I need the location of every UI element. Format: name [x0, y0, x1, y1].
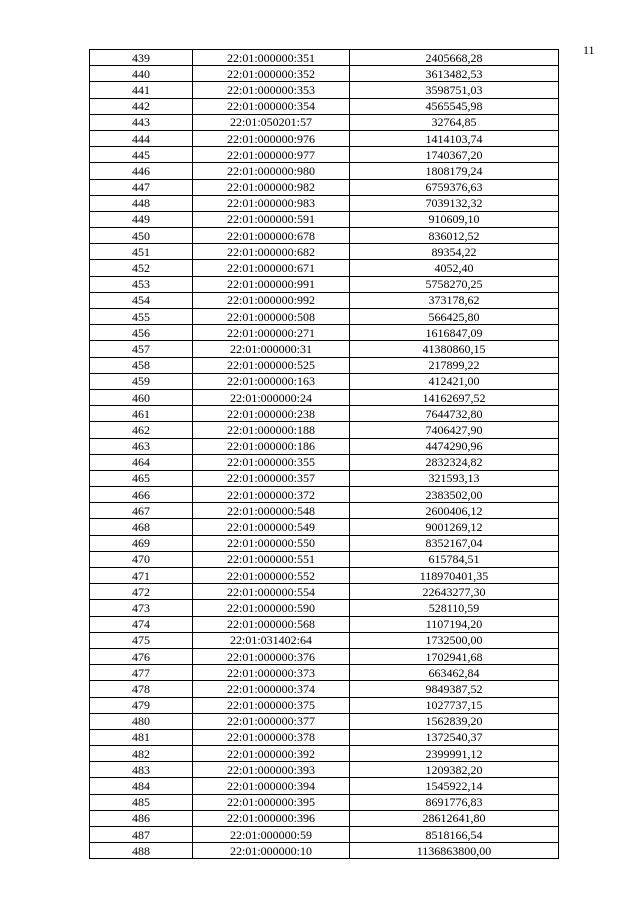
row-number-cell: 488 — [90, 843, 193, 859]
table-row — [90, 389, 559, 405]
cadastral-number-cell: 22:01:000000:671 — [193, 260, 350, 276]
table-row — [90, 66, 559, 82]
table-row — [90, 632, 559, 648]
amount-cell: 4052,40 — [350, 260, 559, 276]
table-row — [90, 713, 559, 729]
amount-cell: 1740367,20 — [350, 147, 559, 163]
cadastral-number-cell: 22:01:000000:188 — [193, 422, 350, 438]
row-number-cell: 464 — [90, 454, 193, 470]
table-row — [90, 309, 559, 325]
amount-cell: 615784,51 — [350, 551, 559, 567]
row-number-cell: 487 — [90, 827, 193, 843]
cadastral-number-cell: 22:01:000000:554 — [193, 584, 350, 600]
table-row — [90, 454, 559, 470]
registry-table-body — [90, 50, 559, 859]
amount-cell: 2399991,12 — [350, 746, 559, 762]
amount-cell: 2832324,82 — [350, 454, 559, 470]
row-number-cell: 461 — [90, 406, 193, 422]
row-number-cell: 460 — [90, 389, 193, 405]
amount-cell: 1209382,20 — [350, 762, 559, 778]
cadastral-number-cell: 22:01:000000:31 — [193, 341, 350, 357]
amount-cell: 1562839,20 — [350, 713, 559, 729]
cadastral-number-cell: 22:01:000000:372 — [193, 487, 350, 503]
row-number-cell: 475 — [90, 632, 193, 648]
amount-cell: 663462,84 — [350, 665, 559, 681]
table-row — [90, 746, 559, 762]
amount-cell: 910609,10 — [350, 211, 559, 227]
cadastral-number-cell: 22:01:000000:10 — [193, 843, 350, 859]
amount-cell: 2600406,12 — [350, 503, 559, 519]
amount-cell: 9001269,12 — [350, 519, 559, 535]
cadastral-number-cell: 22:01:000000:396 — [193, 810, 350, 826]
cadastral-number-cell: 22:01:000000:992 — [193, 292, 350, 308]
row-number-cell: 479 — [90, 697, 193, 713]
amount-cell: 3598751,03 — [350, 82, 559, 98]
row-number-cell: 465 — [90, 470, 193, 486]
table-row — [90, 551, 559, 567]
table-row — [90, 648, 559, 664]
amount-cell: 8352167,04 — [350, 535, 559, 551]
cadastral-number-cell: 22:01:000000:548 — [193, 503, 350, 519]
row-number-cell: 478 — [90, 681, 193, 697]
amount-cell: 3613482,53 — [350, 66, 559, 82]
amount-cell: 566425,80 — [350, 309, 559, 325]
amount-cell: 1107194,20 — [350, 616, 559, 632]
table-row — [90, 470, 559, 486]
row-number-cell: 439 — [90, 50, 193, 66]
cadastral-number-cell: 22:01:000000:568 — [193, 616, 350, 632]
amount-cell: 14162697,52 — [350, 389, 559, 405]
amount-cell: 836012,52 — [350, 228, 559, 244]
row-number-cell: 446 — [90, 163, 193, 179]
cadastral-number-cell: 22:01:000000:591 — [193, 211, 350, 227]
row-number-cell: 452 — [90, 260, 193, 276]
table-row — [90, 292, 559, 308]
cadastral-number-cell: 22:01:000000:59 — [193, 827, 350, 843]
amount-cell: 118970401,35 — [350, 568, 559, 584]
row-number-cell: 477 — [90, 665, 193, 681]
row-number-cell: 482 — [90, 746, 193, 762]
table-row — [90, 276, 559, 292]
cadastral-number-cell: 22:01:000000:376 — [193, 648, 350, 664]
row-number-cell: 441 — [90, 82, 193, 98]
amount-cell: 22643277,30 — [350, 584, 559, 600]
row-number-cell: 483 — [90, 762, 193, 778]
cadastral-number-cell: 22:01:000000:983 — [193, 195, 350, 211]
amount-cell: 528110,59 — [350, 600, 559, 616]
table-row — [90, 778, 559, 794]
cadastral-number-cell: 22:01:000000:373 — [193, 665, 350, 681]
row-number-cell: 459 — [90, 373, 193, 389]
amount-cell: 5758270,25 — [350, 276, 559, 292]
table-row — [90, 163, 559, 179]
table-row — [90, 697, 559, 713]
row-number-cell: 443 — [90, 114, 193, 130]
table-row — [90, 98, 559, 114]
table-row — [90, 616, 559, 632]
row-number-cell: 448 — [90, 195, 193, 211]
cadastral-number-cell: 22:01:000000:354 — [193, 98, 350, 114]
cadastral-number-cell: 22:01:000000:550 — [193, 535, 350, 551]
cadastral-number-cell: 22:01:000000:392 — [193, 746, 350, 762]
table-row — [90, 843, 559, 859]
row-number-cell: 449 — [90, 211, 193, 227]
amount-cell: 217899,22 — [350, 357, 559, 373]
cadastral-number-cell: 22:01:000000:377 — [193, 713, 350, 729]
amount-cell: 89354,22 — [350, 244, 559, 260]
amount-cell: 4474290,96 — [350, 438, 559, 454]
row-number-cell: 455 — [90, 309, 193, 325]
table-row — [90, 568, 559, 584]
amount-cell: 4565545,98 — [350, 98, 559, 114]
table-row — [90, 260, 559, 276]
cadastral-number-cell: 22:01:000000:374 — [193, 681, 350, 697]
amount-cell: 412421,00 — [350, 373, 559, 389]
row-number-cell: 484 — [90, 778, 193, 794]
row-number-cell: 481 — [90, 729, 193, 745]
row-number-cell: 469 — [90, 535, 193, 551]
row-number-cell: 485 — [90, 794, 193, 810]
table-row — [90, 535, 559, 551]
cadastral-number-cell: 22:01:000000:991 — [193, 276, 350, 292]
row-number-cell: 458 — [90, 357, 193, 373]
cadastral-number-cell: 22:01:000000:395 — [193, 794, 350, 810]
row-number-cell: 480 — [90, 713, 193, 729]
table-row — [90, 762, 559, 778]
table-row — [90, 373, 559, 389]
amount-cell: 28612641,80 — [350, 810, 559, 826]
amount-cell: 2405668,28 — [350, 50, 559, 66]
cadastral-number-cell: 22:01:000000:24 — [193, 389, 350, 405]
table-row — [90, 50, 559, 66]
row-number-cell: 440 — [90, 66, 193, 82]
amount-cell: 2383502,00 — [350, 487, 559, 503]
cadastral-number-cell: 22:01:050201:57 — [193, 114, 350, 130]
row-number-cell: 456 — [90, 325, 193, 341]
table-row — [90, 729, 559, 745]
cadastral-number-cell: 22:01:000000:682 — [193, 244, 350, 260]
cadastral-number-cell: 22:01:000000:378 — [193, 729, 350, 745]
cadastral-number-cell: 22:01:000000:355 — [193, 454, 350, 470]
cadastral-number-cell: 22:01:000000:357 — [193, 470, 350, 486]
table-row — [90, 357, 559, 373]
row-number-cell: 474 — [90, 616, 193, 632]
amount-cell: 8691776,83 — [350, 794, 559, 810]
amount-cell: 321593,13 — [350, 470, 559, 486]
cadastral-number-cell: 22:01:000000:163 — [193, 373, 350, 389]
row-number-cell: 445 — [90, 147, 193, 163]
row-number-cell: 453 — [90, 276, 193, 292]
cadastral-number-cell: 22:01:000000:375 — [193, 697, 350, 713]
cadastral-number-cell: 22:01:000000:976 — [193, 130, 350, 146]
cadastral-number-cell: 22:01:000000:186 — [193, 438, 350, 454]
table-row — [90, 406, 559, 422]
cadastral-number-cell: 22:01:000000:977 — [193, 147, 350, 163]
amount-cell: 1702941,68 — [350, 648, 559, 664]
cadastral-number-cell: 22:01:000000:238 — [193, 406, 350, 422]
amount-cell: 1732500,00 — [350, 632, 559, 648]
amount-cell: 7039132,32 — [350, 195, 559, 211]
cadastral-number-cell: 22:01:031402:64 — [193, 632, 350, 648]
row-number-cell: 470 — [90, 551, 193, 567]
row-number-cell: 466 — [90, 487, 193, 503]
row-number-cell: 472 — [90, 584, 193, 600]
table-row — [90, 114, 559, 130]
cadastral-number-cell: 22:01:000000:678 — [193, 228, 350, 244]
table-row — [90, 503, 559, 519]
table-row — [90, 665, 559, 681]
amount-cell: 1616847,09 — [350, 325, 559, 341]
amount-cell: 7644732,80 — [350, 406, 559, 422]
amount-cell: 41380860,15 — [350, 341, 559, 357]
cadastral-number-cell: 22:01:000000:394 — [193, 778, 350, 794]
amount-cell: 1808179,24 — [350, 163, 559, 179]
row-number-cell: 450 — [90, 228, 193, 244]
amount-cell: 1136863800,00 — [350, 843, 559, 859]
amount-cell: 8518166,54 — [350, 827, 559, 843]
cadastral-number-cell: 22:01:000000:352 — [193, 66, 350, 82]
amount-cell: 9849387,52 — [350, 681, 559, 697]
table-row — [90, 228, 559, 244]
amount-cell: 6759376,63 — [350, 179, 559, 195]
amount-cell: 7406427,90 — [350, 422, 559, 438]
page-number: 11 — [583, 43, 595, 57]
cadastral-number-cell: 22:01:000000:351 — [193, 50, 350, 66]
row-number-cell: 468 — [90, 519, 193, 535]
cadastral-number-cell: 22:01:000000:271 — [193, 325, 350, 341]
row-number-cell: 463 — [90, 438, 193, 454]
row-number-cell: 451 — [90, 244, 193, 260]
amount-cell: 1027737,15 — [350, 697, 559, 713]
table-row — [90, 130, 559, 146]
table-row — [90, 600, 559, 616]
cadastral-number-cell: 22:01:000000:393 — [193, 762, 350, 778]
row-number-cell: 471 — [90, 568, 193, 584]
table-row — [90, 147, 559, 163]
cadastral-number-cell: 22:01:000000:590 — [193, 600, 350, 616]
row-number-cell: 486 — [90, 810, 193, 826]
table-row — [90, 82, 559, 98]
table-row — [90, 584, 559, 600]
cadastral-number-cell: 22:01:000000:508 — [193, 309, 350, 325]
cadastral-number-cell: 22:01:000000:980 — [193, 163, 350, 179]
row-number-cell: 476 — [90, 648, 193, 664]
row-number-cell: 454 — [90, 292, 193, 308]
cadastral-number-cell: 22:01:000000:549 — [193, 519, 350, 535]
row-number-cell: 462 — [90, 422, 193, 438]
table-row — [90, 681, 559, 697]
row-number-cell: 457 — [90, 341, 193, 357]
cadastral-number-cell: 22:01:000000:353 — [193, 82, 350, 98]
row-number-cell: 467 — [90, 503, 193, 519]
table-row — [90, 195, 559, 211]
cadastral-number-cell: 22:01:000000:982 — [193, 179, 350, 195]
row-number-cell: 444 — [90, 130, 193, 146]
table-row — [90, 179, 559, 195]
table-row — [90, 519, 559, 535]
table-row — [90, 244, 559, 260]
amount-cell: 1414103,74 — [350, 130, 559, 146]
table-row — [90, 827, 559, 843]
cadastral-number-cell: 22:01:000000:551 — [193, 551, 350, 567]
table-row — [90, 325, 559, 341]
table-row — [90, 487, 559, 503]
registry-table — [89, 49, 559, 859]
table-row — [90, 794, 559, 810]
cadastral-number-cell: 22:01:000000:525 — [193, 357, 350, 373]
amount-cell: 1545922,14 — [350, 778, 559, 794]
row-number-cell: 473 — [90, 600, 193, 616]
amount-cell: 373178,62 — [350, 292, 559, 308]
cadastral-number-cell: 22:01:000000:552 — [193, 568, 350, 584]
table-row — [90, 422, 559, 438]
table-row — [90, 211, 559, 227]
table-row — [90, 810, 559, 826]
amount-cell: 32764,85 — [350, 114, 559, 130]
table-row — [90, 438, 559, 454]
row-number-cell: 447 — [90, 179, 193, 195]
row-number-cell: 442 — [90, 98, 193, 114]
table-row — [90, 341, 559, 357]
amount-cell: 1372540,37 — [350, 729, 559, 745]
